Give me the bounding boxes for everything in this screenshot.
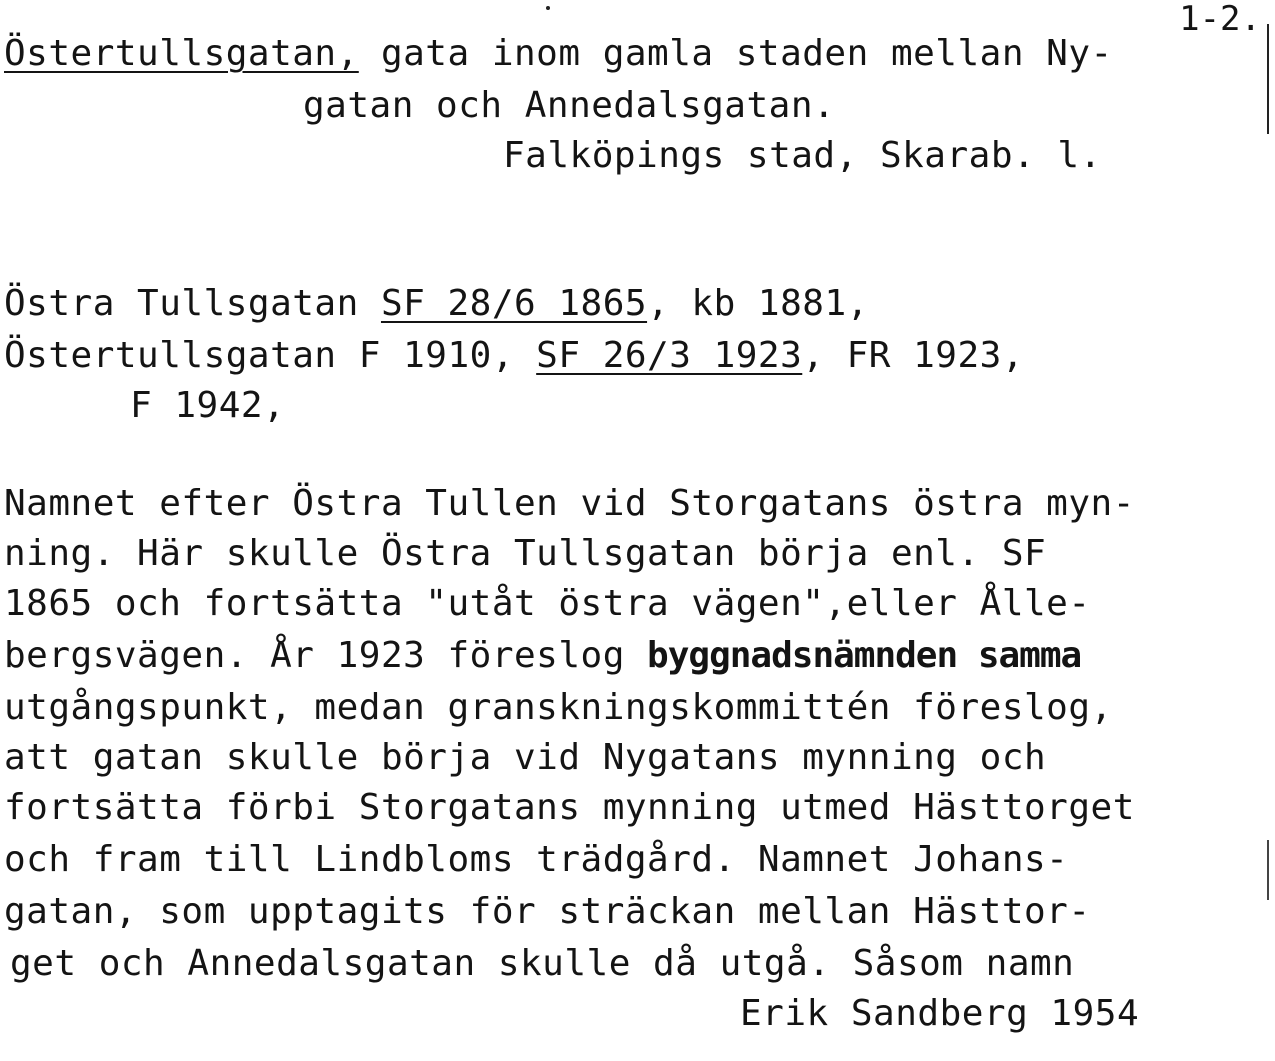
card-number: 1-2. [1179,0,1261,39]
ink-speck [546,6,550,10]
heading-line-1 [4,32,1113,76]
heading-description: gata inom gamla staden mellan Ny- [358,33,1113,74]
street-name-heading: Östertullsgatan, [4,33,359,74]
forms-line-3: F 1942, [130,385,286,426]
body-line-9: gatan, som upptagits för sträckan mellan Hästtor- [4,891,1091,932]
body-line-7: fortsätta förbi Storgatans mynning utmed Hästtorget [4,787,1135,828]
body-line-10: get och Annedalsgatan skulle då utgå. Såsom namn [10,943,1075,984]
body-line-1: Namnet efter Östra Tullen vid Storgatans östra myn- [4,483,1135,524]
form-source-1: SF 28/6 1865 [380,283,648,324]
form-rest-2: , FR 1923, [802,335,1025,376]
body-line-3: 1865 och fortsätta "utåt östra vägen",eller Ålle- [4,583,1091,624]
forms-line-1 [4,282,869,326]
card-edge-line [1267,24,1269,134]
forms-line-2 [4,334,1024,378]
overtyped-text: byggnadsnämnden samma [647,635,1082,676]
signature: Erik Sandberg 1954 [740,993,1140,1034]
form-name-2: Östertullsgatan F 1910, [4,335,537,376]
heading-location: Falköpings stad, Skarab. l. [503,135,1102,176]
body-line-2: ning. Här skulle Östra Tullsgatan börja enl. SF [4,533,1047,574]
body-line-4 [4,634,1081,678]
form-rest-1: , kb 1881, [647,283,869,324]
body-line-4-text: bergsvägen. År 1923 föreslog [4,635,648,676]
form-name-1: Östra Tullsgatan [4,283,381,324]
body-line-6: att gatan skulle börja vid Nygatans mynning och [4,737,1047,778]
form-source-2: SF 26/3 1923 [536,335,803,376]
card-edge-line-lower [1267,840,1269,900]
heading-line-2: gatan och Annedalsgatan. [303,85,836,126]
body-line-8: och fram till Lindbloms trädgård. Namnet Johans- [4,839,1069,880]
body-line-5: utgångspunkt, medan granskningskommittén föreslog, [4,687,1113,728]
